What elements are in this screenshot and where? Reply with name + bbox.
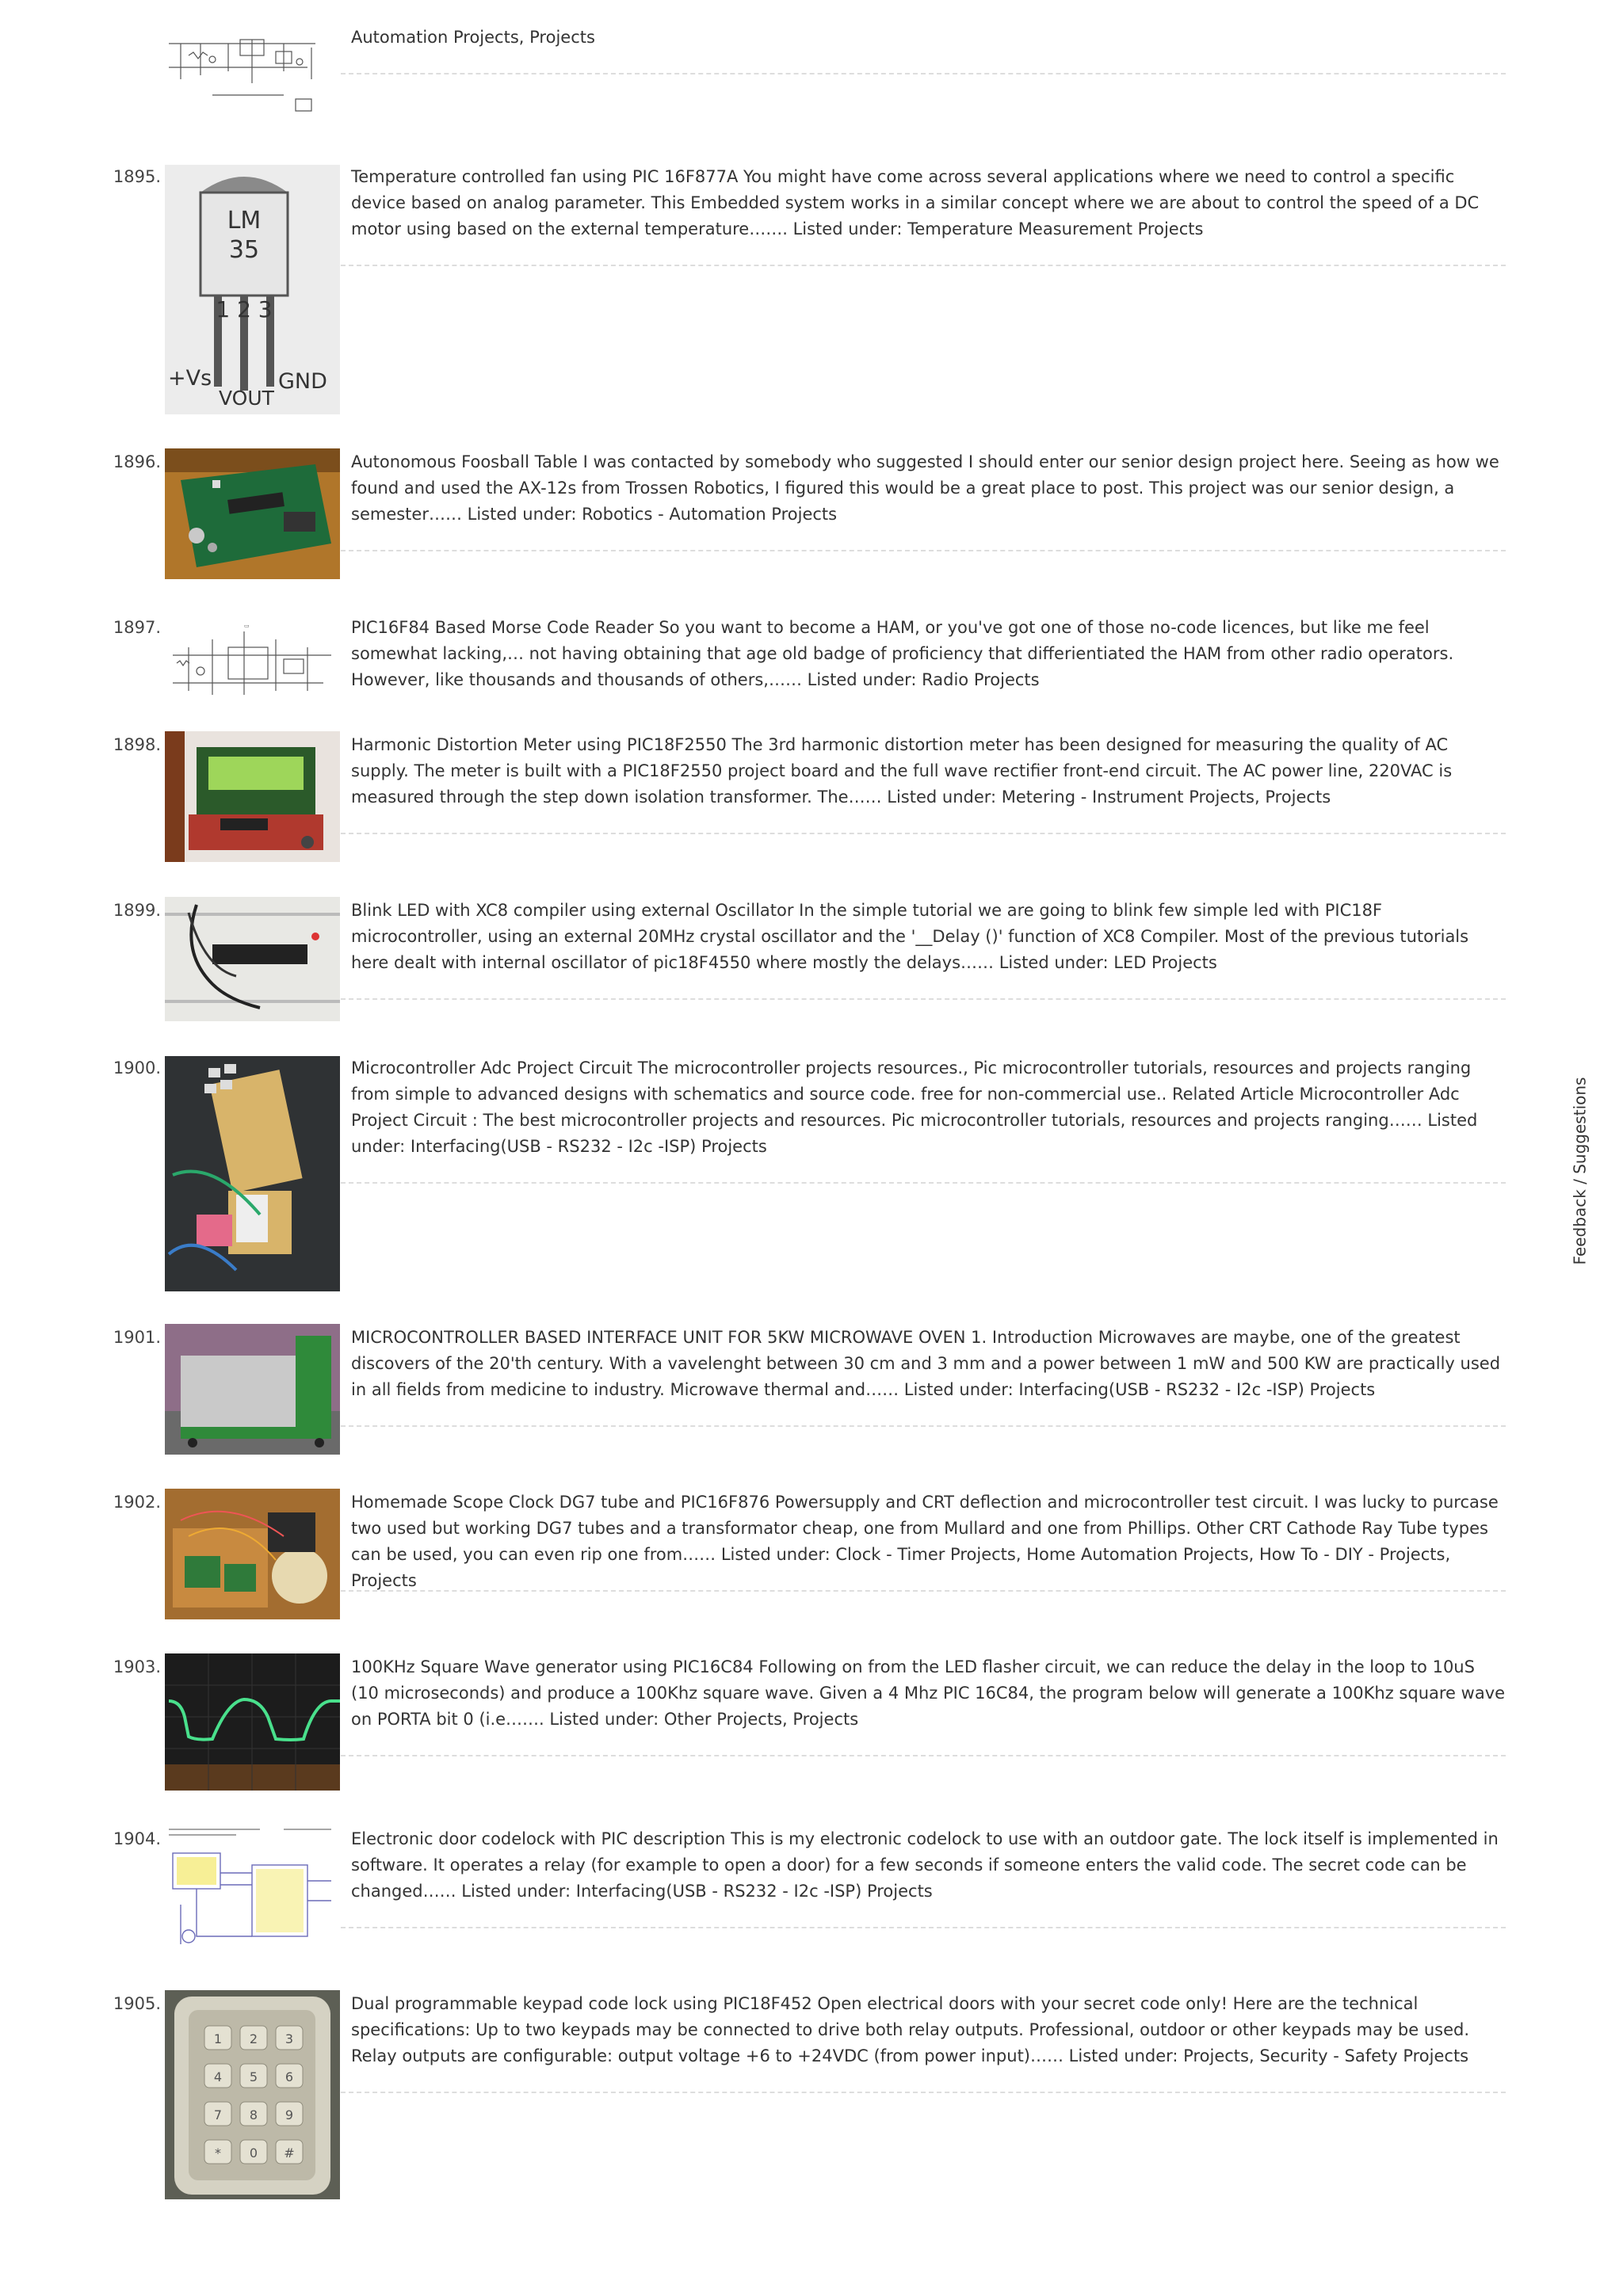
circuit-schematic-icon[interactable] bbox=[165, 24, 340, 120]
item-description[interactable]: Homemade Scope Clock DG7 tube and PIC16F876 Powersupply and CRT deflection and microcontroller test circuit. I was lucky to purcase two used but working DG7 tubes and a transformator cheap, one from Mullard and one from Phillips. Other CRT Cathode Ray Tube types can be used, you can even rip one from…… Listed under: Clock - Timer Projects, Home Automation Projects, How To - DIY - Projects, Projects bbox=[351, 1493, 1499, 1590]
item-divider bbox=[341, 1182, 1506, 1184]
keypad-key-label: 3 bbox=[285, 2031, 294, 2046]
list-item bbox=[0, 1989, 1506, 2203]
morse-schematic-icon[interactable] bbox=[165, 616, 340, 712]
list-item bbox=[0, 1054, 1506, 1291]
lcd-meter-graphic bbox=[165, 731, 340, 862]
pcb-graphic bbox=[165, 448, 340, 579]
list-item bbox=[0, 896, 1506, 1031]
microwave-graphic bbox=[165, 1324, 340, 1455]
item-divider bbox=[341, 550, 1506, 551]
keypad-key-label: * bbox=[215, 2145, 221, 2161]
item-divider bbox=[341, 265, 1506, 266]
breadboard-graphic bbox=[165, 897, 340, 1021]
keypad-key-label: # bbox=[284, 2145, 295, 2161]
lm35-label-2: 35 bbox=[228, 236, 260, 264]
list-item bbox=[0, 448, 1506, 582]
item-divider bbox=[341, 998, 1506, 1000]
item-divider bbox=[341, 73, 1506, 74]
item-number: 1904. bbox=[113, 1829, 161, 1848]
feedback-label: Feedback / Suggestions bbox=[1570, 1077, 1590, 1264]
item-number: 1901. bbox=[113, 1328, 161, 1347]
item-description[interactable]: Blink LED with XC8 compiler using external Oscillator In the simple tutorial we are going to blink few simple led with PIC18F microcontroller, using an external 20MHz crystal oscillator and the '__Delay ()' function of XC8 Compiler. Most of the previous tutorials here dealt with internal oscillator of pic18F4550 where mostly the delays…… Listed under: LED Projects bbox=[351, 901, 1469, 972]
item-description[interactable]: Autonomous Foosball Table I was contacted by somebody who suggested I should enter our senior design project here. Seeing as how we found and used the AX-12s from Trossen Robotics, I figured this would be a great place to post. This project was our senior design, a semester…… Listed under: Robotics - Automation Projects bbox=[351, 452, 1499, 524]
codelock-schematic-icon[interactable] bbox=[165, 1825, 340, 1956]
item-number: 1897. bbox=[113, 618, 161, 637]
breadboard-photo[interactable] bbox=[165, 897, 340, 1021]
keypad-key-label: 2 bbox=[249, 2031, 258, 2046]
item-number: 1899. bbox=[113, 901, 161, 920]
item-description[interactable]: Electronic door codelock with PIC description This is my electronic codelock to use with an outdoor gate. The lock itself is implemented in software. It operates a relay (for example to open a door) for a few seconds if someone enters the valid code. The secret code can be changed…… Listed under: Interfacing(USB - RS232 - I2c -ISP) Projects bbox=[351, 1829, 1499, 1901]
gnd-label: GND bbox=[278, 369, 327, 394]
feedback-suggestions-tab[interactable] bbox=[1561, 1077, 1598, 1264]
item-number: 1905. bbox=[113, 1994, 161, 2013]
keypad-key-label: 5 bbox=[249, 2069, 258, 2084]
item-divider bbox=[341, 1425, 1506, 1427]
item-divider bbox=[341, 833, 1506, 834]
keypad-key-label: 8 bbox=[249, 2107, 258, 2122]
lm35-label: LM bbox=[227, 207, 262, 235]
keypad-key-label: 7 bbox=[213, 2107, 223, 2122]
keypad-board-photo[interactable] bbox=[165, 1056, 340, 1291]
keypad-key-label: 1 bbox=[213, 2031, 223, 2046]
item-description[interactable]: 100KHz Square Wave generator using PIC16C84 Following on from the LED flasher circuit, we can reduce the delay in the loop to 10uS (10 microseconds) and produce a 100Khz square wave. Given a 4 Mhz PIC 16C84, the program below will generate a 100Khz square wave on PORTA bit 0 (i.e……. Listed under: Other Projects, Projects bbox=[351, 1657, 1506, 1729]
list-item bbox=[0, 1488, 1506, 1623]
item-number: 1903. bbox=[113, 1657, 161, 1676]
green-pcb-photo[interactable] bbox=[165, 448, 340, 579]
lm35-sensor-icon[interactable] bbox=[165, 165, 340, 414]
item-divider bbox=[341, 1927, 1506, 1928]
list-item bbox=[0, 613, 1506, 716]
scope-clock-photo[interactable] bbox=[165, 1489, 340, 1619]
item-description[interactable]: Microcontroller Adc Project Circuit The microcontroller projects resources., Pic microcontroller tutorials, resources and projects ranging from simple to advanced designs with schematics and source code. free for non-commercial use.. Related Article Microcontroller Adc Project Circuit : The best microcontroller projects and resources. Pic microcontroller tutorials, resources and projects ranging…… Listed under: Interfacing(USB - RS232 - I2c -ISP) Projects bbox=[351, 1058, 1478, 1156]
svg-text:▭: ▭ bbox=[244, 623, 250, 629]
keypad-key-label: 0 bbox=[249, 2145, 258, 2161]
circuit-schematic-graphic bbox=[165, 24, 340, 120]
pin-numbers: 1 2 3 bbox=[216, 296, 273, 322]
vout-label: VOUT bbox=[219, 387, 274, 410]
keypad-board-graphic bbox=[165, 1056, 340, 1291]
vs-label: +Vs bbox=[168, 366, 212, 391]
list-item bbox=[0, 730, 1506, 865]
item-description[interactable]: Automation Projects, Projects bbox=[351, 28, 595, 47]
item-description[interactable]: PIC16F84 Based Morse Code Reader So you want to become a HAM, or you've got one of those no-code licences, but like me feel somewhat lacking,… not having obtaining that age old badge of proficiency that differientiated the HAM from other radio operators. However, like thousands and thousands of others,…… Listed under: Radio Projects bbox=[351, 618, 1454, 689]
item-number: 1898. bbox=[113, 735, 161, 754]
list-item bbox=[0, 1323, 1506, 1458]
item-divider bbox=[341, 2092, 1506, 2093]
list-item bbox=[0, 162, 1506, 416]
scope-clock-graphic bbox=[165, 1489, 340, 1619]
keypad-key-label: 4 bbox=[213, 2069, 223, 2084]
item-description[interactable]: Dual programmable keypad code lock using PIC18F452 Open electrical doors with your secret code only! Here are the technical specifications: Up to two keypads may be connected to drive both relay outputs. Professional, outdoor or other keypads may be used. Relay outputs are configurable: output voltage +6 to +24VDC (from power input)…… Listed under: Projects, Security - Safety Projects bbox=[351, 1994, 1470, 2065]
item-number: 1895. bbox=[113, 167, 161, 186]
keypad-key-label: 6 bbox=[285, 2069, 294, 2084]
list-item bbox=[0, 1825, 1506, 1959]
item-divider bbox=[341, 1755, 1506, 1756]
item-description[interactable]: Harmonic Distortion Meter using PIC18F2550 The 3rd harmonic distortion meter has been designed for measuring the quality of AC supply. The meter is built with a PIC18F2550 project board and the full wave rectifier front-end circuit. The AC power line, 220VAC is measured through the step down isolation transformer. The…… Listed under: Metering - Instrument Projects, Projects bbox=[351, 735, 1453, 807]
metal-keypad-photo[interactable] bbox=[165, 1990, 340, 2199]
item-description[interactable]: Temperature controlled fan using PIC 16F877A You might have come across several applications where we need to control a specific device based on analog parameter. This Embedded system works in a similar concept where we are about to control the speed of a DC motor using based on the external temperature……. Listed under: Temperature Measurement Projects bbox=[351, 167, 1480, 238]
metal-keypad-graphic bbox=[165, 1990, 340, 2199]
item-number: 1900. bbox=[113, 1058, 161, 1077]
item-number: 1902. bbox=[113, 1493, 161, 1512]
lcd-meter-photo[interactable] bbox=[165, 731, 340, 862]
microwave-oven-photo[interactable] bbox=[165, 1324, 340, 1455]
morse-schematic-graphic bbox=[165, 616, 340, 712]
list-item bbox=[0, 1653, 1506, 1795]
item-number: 1896. bbox=[113, 452, 161, 471]
keypad-key-label: 9 bbox=[285, 2107, 294, 2122]
item-divider bbox=[341, 1590, 1506, 1592]
oscilloscope-graphic bbox=[165, 1653, 340, 1791]
list-item bbox=[0, 0, 1506, 127]
item-description[interactable]: MICROCONTROLLER BASED INTERFACE UNIT FOR 5KW MICROWAVE OVEN 1. Introduction Microwaves are maybe, one of the greatest discovers of the 20'th century. With a vavelenght between 30 cm and 3 mm and a power between 1 mW and 500 KW are practically used in all fields from medicine to industry. Microwave thermal and…… Listed under: Interfacing(USB - RS232 - I2c -ISP) Projects bbox=[351, 1328, 1501, 1399]
codelock-schematic-graphic bbox=[165, 1825, 340, 1956]
lm35-graphic bbox=[165, 165, 340, 414]
oscilloscope-wave-photo[interactable] bbox=[165, 1653, 340, 1791]
